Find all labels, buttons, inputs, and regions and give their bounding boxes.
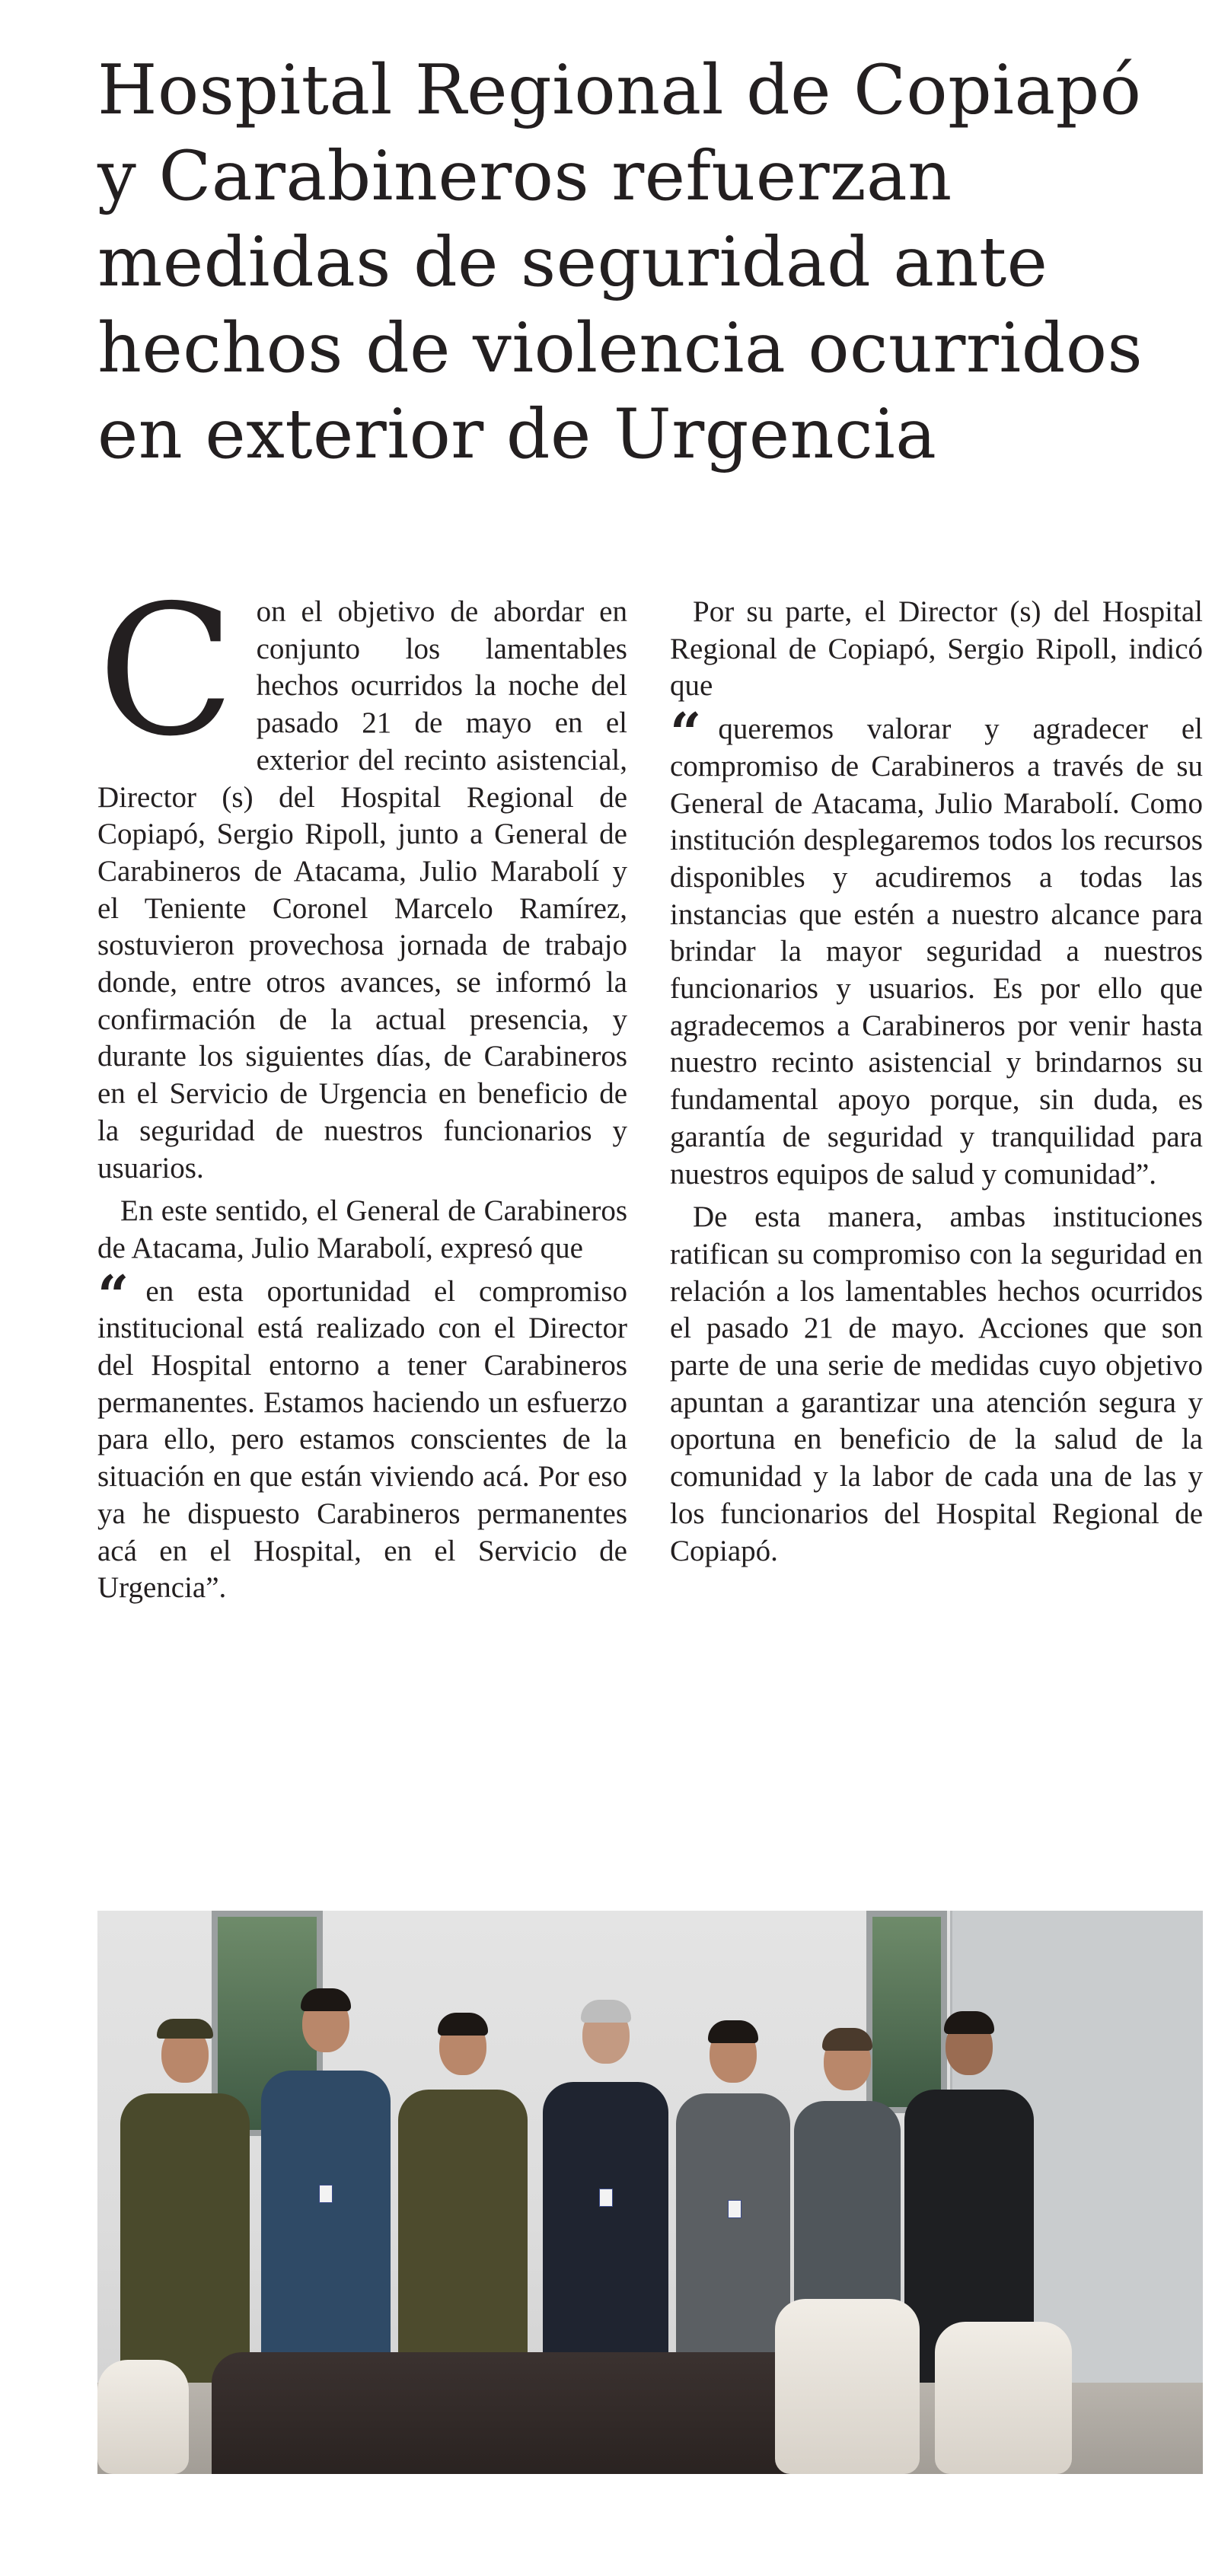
- headline-line: Hospital Regional de Copiapó: [97, 50, 1142, 130]
- group-photo: [97, 1911, 1203, 2474]
- article-column-left: [97, 566, 627, 1613]
- general-quote: [97, 1262, 627, 1607]
- intro-text: on el objetivo de abordar en conjunto los lamentables hechos ocurridos la noche del pasado 21 de mayo en el exterior del recinto asistencial, Director (s) del Hospital Regional de Copiapó, Sergio Ripoll, junto a General de Carabineros de Atacama, Julio Marabolí y el Teniente Coronel Marcelo Ramírez, sostuvieron provechosa jornada de trabajo donde, entre otros avances, se informó la confirmación de la actual presencia, y durante los siguientes días, de Carabineros en el Servicio de Urgencia en beneficio de la seguridad de nuestros funcionarios y usuarios.: [97, 595, 627, 1184]
- general-statement-paragraph: En este sentido, el General de Carabineros de Atacama, Julio Marabolí, expresó que: [97, 1194, 627, 1264]
- chair: [97, 2360, 189, 2474]
- chair: [935, 2322, 1072, 2474]
- person-grey-jacket: [676, 2025, 790, 2383]
- headline-line: medidas de seguridad ante: [97, 222, 1048, 302]
- article-headline: [97, 47, 1194, 477]
- chair: [775, 2299, 920, 2474]
- intro-paragraph: [97, 566, 627, 1187]
- quote-text: en esta oportunidad el compromiso institucional está realizado con el Director del Hospital entorno a tener Carabineros permanentes. Estamos haciendo un esfuerzo para ello, pero estamos conscientes de la situación en que están viviendo acá. Por eso ya he dispuesto Carabineros permanentes acá en el Hospital, en el Servicio de Urgencia”.: [97, 1274, 627, 1605]
- director-quote: [670, 700, 1203, 1193]
- headline-line: y Carabineros refuerzan: [97, 136, 952, 216]
- quote-text: queremos valorar y agradecer el compromiso de Carabineros a través de su General de Atacama, Julio Marabolí. Como institución desplegaremos todos los recursos disponibles y acudiremos a todas las instancias que estén a nuestro alcance para brindar la mayor seguridad a nuestros funcionarios y usuarios. Es por ello que agradecemos a Carabineros por venir hasta nuestro recinto asistencial y brindarnos su fundamental apoyo porque, sin duda, es garantía de seguridad y tranquilidad para nuestros equipos de salud y comunidad”.: [670, 713, 1203, 1191]
- person-officer-left: [120, 2025, 250, 2383]
- quote-mark-icon: “: [97, 1262, 126, 1328]
- closing-paragraph: De esta manera, ambas instituciones ratifican su compromiso con la seguridad en relación a los lamentables hechos ocurridos el pasado 21 de mayo. Acciones que son parte de una serie de medidas cuyo objetivo apuntan a garantizar una atención segura y oportuna en beneficio de la salud de la comunidad y la labor de cada una de las y los funcionarios del Hospital Regional de Copiapó.: [670, 1200, 1203, 1567]
- article-column-right: [670, 594, 1203, 1576]
- headline-line: hechos de violencia ocurridos: [97, 308, 1143, 388]
- person-officer-center: [398, 2017, 528, 2383]
- quote-mark-icon: “: [670, 700, 699, 766]
- headline-line: en exterior de Urgencia: [97, 394, 937, 474]
- drop-cap: C: [97, 566, 235, 776]
- person-director: [543, 2006, 668, 2383]
- director-statement-paragraph: Por su parte, el Director (s) del Hospital Regional de Copiapó, Sergio Ripoll, indicó que: [670, 595, 1203, 703]
- person-blue-jacket: [261, 1994, 391, 2383]
